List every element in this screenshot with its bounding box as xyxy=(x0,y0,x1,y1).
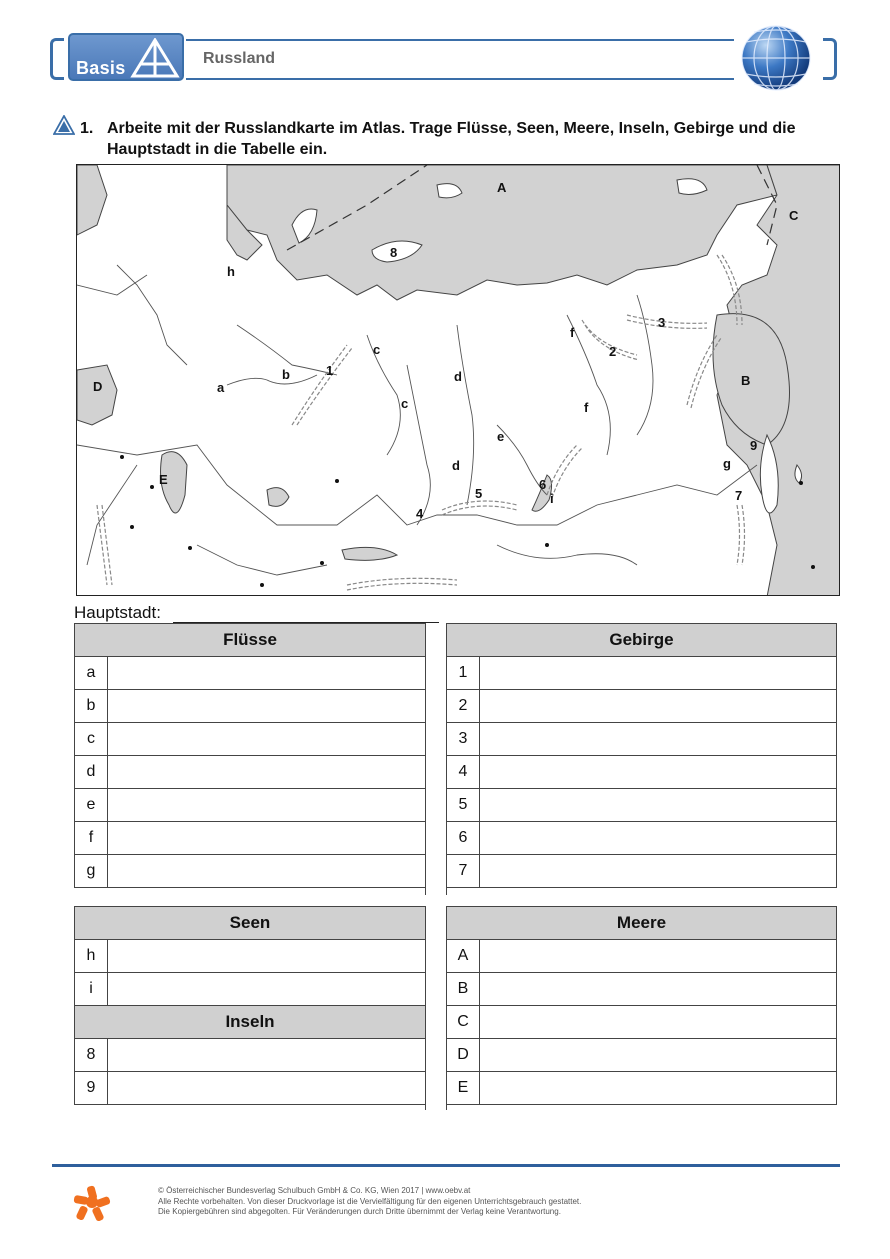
answer-cell[interactable] xyxy=(480,1006,837,1039)
answer-cell[interactable] xyxy=(480,822,837,855)
map-label-h: h xyxy=(227,264,235,279)
table-row: 8 xyxy=(75,1039,426,1072)
answer-cell[interactable] xyxy=(480,1039,837,1072)
answer-cell[interactable] xyxy=(108,756,426,789)
map-label-C: C xyxy=(789,208,799,223)
table-gap-top xyxy=(425,624,447,895)
map-label-3: 3 xyxy=(658,315,666,330)
task-text: Arbeite mit der Russlandkarte im Atlas. Trage Flüsse, Seen, Meere, Inseln, Gebirge und die Hauptstadt in die Tabelle ein. xyxy=(107,120,796,158)
table-gebirge-title: Gebirge xyxy=(447,624,837,657)
map-label-f-1: f xyxy=(570,325,575,340)
map-label-c-1: c xyxy=(373,342,381,357)
map-label-A: A xyxy=(497,180,507,195)
table-gap-bottom xyxy=(425,906,447,1110)
map-label-c-2: c xyxy=(401,396,409,411)
table-row: c xyxy=(75,723,426,756)
table-fluesse xyxy=(74,623,426,888)
map-label-2: 2 xyxy=(609,344,617,359)
answer-cell[interactable] xyxy=(108,1072,426,1105)
footer-line-1: © Österreichischer Bundesverlag Schulbuch GmbH & Co. KG, Wien 2017 | www.oebv.at xyxy=(158,1186,471,1195)
page-title: Russland xyxy=(203,50,276,67)
map-label-9: 9 xyxy=(750,438,758,453)
table-row: A xyxy=(447,940,837,973)
table-seen-inseln xyxy=(74,906,426,1105)
table-row: 3 xyxy=(447,723,837,756)
footer-text xyxy=(158,1186,581,1218)
table-row: 9 xyxy=(75,1072,426,1105)
table-row: 6 xyxy=(447,822,837,855)
answer-cell[interactable] xyxy=(108,690,426,723)
map-label-d-1: d xyxy=(454,369,462,384)
answer-cell[interactable] xyxy=(108,855,426,888)
footer-rule xyxy=(52,1164,840,1167)
russia-map xyxy=(76,164,840,596)
answer-cell[interactable] xyxy=(480,723,837,756)
map-label-a: a xyxy=(217,380,225,395)
table-fluesse-title: Flüsse xyxy=(75,624,426,657)
map-label-D: D xyxy=(93,379,103,394)
footer-line-2: Alle Rechte vorbehalten. Von dieser Druckvorlage ist die Vervielfältigung für den eigenen Unterrichtsgebrauch gestattet. xyxy=(158,1196,582,1206)
map-label-7: 7 xyxy=(735,488,743,503)
map-label-g: g xyxy=(723,456,731,471)
answer-cell[interactable] xyxy=(480,690,837,723)
left-bracket xyxy=(50,38,64,80)
map-label-5: 5 xyxy=(475,486,483,501)
map-label-f-2: f xyxy=(584,400,589,415)
table-meere-title: Meere xyxy=(447,907,837,940)
table-row: d xyxy=(75,756,426,789)
footer-line-3: Die Kopiergebühren sind abgegolten. Für Veränderungen durch Dritte übernimmt der Verlag keine Verantwortung. xyxy=(158,1207,561,1216)
map-label-b: b xyxy=(282,367,290,382)
map-label-d-2: d xyxy=(452,458,460,473)
table-row: g xyxy=(75,855,426,888)
answer-cell[interactable] xyxy=(480,973,837,1006)
table-seen-title: Seen xyxy=(75,907,426,940)
answer-cell[interactable] xyxy=(108,1039,426,1072)
map-label-6: 6 xyxy=(539,477,547,492)
table-row: b xyxy=(75,690,426,723)
table-row: 5 xyxy=(447,789,837,822)
table-row: 7 xyxy=(447,855,837,888)
task-number: 1. xyxy=(80,120,94,137)
header-rule-bottom xyxy=(186,78,734,80)
map-label-4: 4 xyxy=(416,506,424,521)
answer-cell[interactable] xyxy=(480,1072,837,1105)
map-label-i: i xyxy=(550,491,554,506)
map-label-B: B xyxy=(741,373,751,388)
answer-cell[interactable] xyxy=(480,940,837,973)
table-row: 2 xyxy=(447,690,837,723)
map-label-e: e xyxy=(497,429,505,444)
answer-cell[interactable] xyxy=(108,973,426,1006)
table-meere xyxy=(446,906,837,1105)
table-row: C xyxy=(447,1006,837,1039)
triangle-task-icon xyxy=(53,115,75,135)
map-label-E: E xyxy=(159,472,168,487)
table-row: e xyxy=(75,789,426,822)
publisher-logo-icon xyxy=(72,1184,112,1222)
header-rule-top xyxy=(186,39,734,41)
table-row: 1 xyxy=(447,657,837,690)
table-row: a xyxy=(75,657,426,690)
map-label-1: 1 xyxy=(326,363,334,378)
table-gebirge xyxy=(446,623,837,888)
answer-cell[interactable] xyxy=(480,789,837,822)
answer-cell[interactable] xyxy=(108,657,426,690)
answer-cell[interactable] xyxy=(108,822,426,855)
table-row: 4 xyxy=(447,756,837,789)
globe-icon xyxy=(740,24,812,92)
table-row: D xyxy=(447,1039,837,1072)
answer-cell[interactable] xyxy=(480,756,837,789)
answer-cell[interactable] xyxy=(108,940,426,973)
triangle-logo-icon xyxy=(130,38,180,80)
right-bracket xyxy=(823,38,837,80)
answer-cell[interactable] xyxy=(108,723,426,756)
table-inseln-title: Inseln xyxy=(75,1006,426,1039)
table-row: B xyxy=(447,973,837,1006)
table-row: E xyxy=(447,1072,837,1105)
basis-badge-label: Basis xyxy=(76,58,126,78)
map-label-8: 8 xyxy=(390,245,398,260)
table-row: i xyxy=(75,973,426,1006)
table-row: f xyxy=(75,822,426,855)
table-row: h xyxy=(75,940,426,973)
answer-cell[interactable] xyxy=(108,789,426,822)
answer-cell[interactable] xyxy=(480,657,837,690)
capital-label: Hauptstadt: xyxy=(74,603,161,622)
answer-cell[interactable] xyxy=(480,855,837,888)
